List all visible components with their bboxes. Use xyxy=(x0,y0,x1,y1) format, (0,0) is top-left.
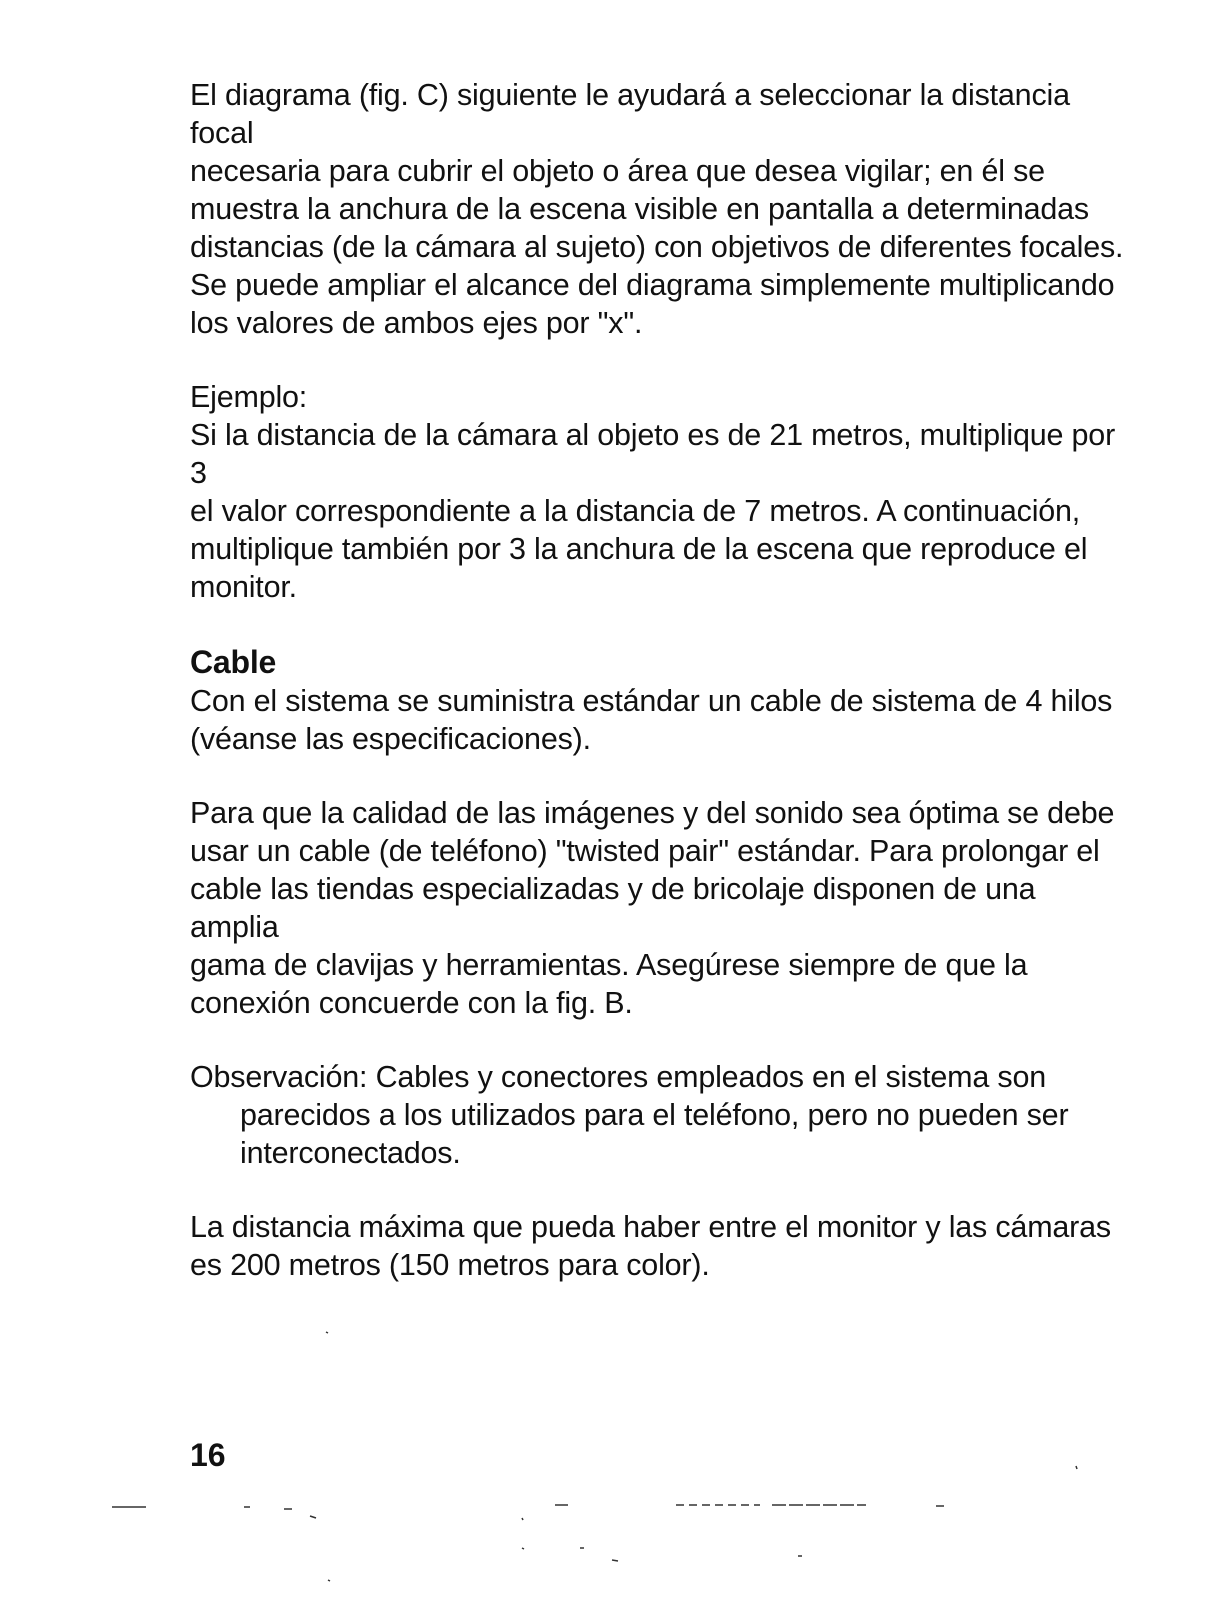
cable-paragraph: Con el sistema se suministra estándar un cable de sistema de 4 hilos (véanse las especificaciones). xyxy=(190,684,1113,756)
example-paragraph: Si la distancia de la cámara al objeto es de 21 metros, multiplique por 3 el valor correspondiente a la distancia de 7 metros. A continuación, multiplique también por 3 la anchura de la escena que reproduce el monitor. xyxy=(190,418,1116,604)
cable-quality-paragraph: Para que la calidad de las imágenes y del sonido sea óptima se debe usar un cable (de teléfono) "twisted pair" estándar. Para prolongar el cable las tiendas especializadas y de bricolaje disponen de una amplia gama de clavijas y herramientas. Asegúrese siempre de que la conexión concuerde con la fig. B. xyxy=(190,796,1115,1020)
observation-note-first-line: Observación: Cables y conectores empleados en el sistema son xyxy=(190,1060,1046,1094)
observation-note xyxy=(190,1058,1130,1172)
example-label: Ejemplo: xyxy=(190,380,308,414)
intro-paragraph: El diagrama (fig. C) siguiente le ayudará a seleccionar la distancia focal necesaria para cubrir el objeto o área que desea vigilar; en él se muestra la anchura de la escena visible en pantalla a determinadas distancias (de la cámara al sujeto) con objetivos de diferentes focales. Se puede ampliar el alcance del diagrama simplemente multiplicando los valores de ambos ejes por "x". xyxy=(190,78,1124,340)
max-distance-paragraph: La distancia máxima que pueda haber entre el monitor y las cámaras es 200 metros (150 metros para color). xyxy=(190,1210,1111,1282)
section-heading-cable: Cable xyxy=(190,644,277,680)
observation-note-continuation: parecidos a los utilizados para el teléfono, pero no pueden ser interconectados. xyxy=(240,1098,1069,1170)
text-column xyxy=(190,76,1130,1284)
page-number: 16 xyxy=(190,1437,226,1473)
